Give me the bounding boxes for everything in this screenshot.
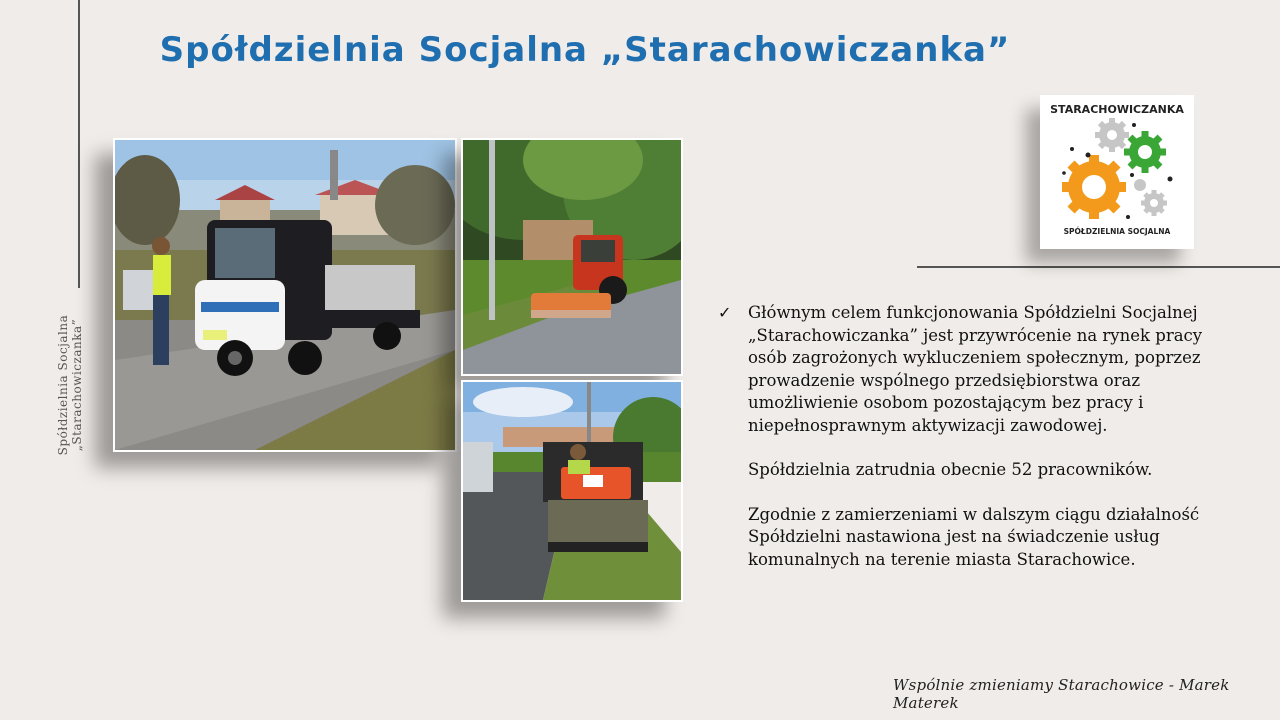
paragraph-employees: Spółdzielnia zatrudnia obecnie 52 pracowników. — [748, 460, 1153, 479]
check-icon: ✓ — [718, 303, 732, 322]
horizontal-divider — [917, 266, 1280, 268]
page-title: Spółdzielnia Socjalna „Starachowiczanka” — [159, 30, 1011, 70]
photo-utility-vehicle — [113, 138, 457, 452]
description-text — [716, 302, 1216, 593]
paragraph-goal: Głównym celem funkcjonowania Spółdzielni Socjalnej „Starachowiczanka” jest przywrócenie na rynek pracy osób zagrożonych wykluczeniem społecznym, poprzez prowadzenie wspólnego przedsiębiorstwa oraz umożliwienie osobom pozostającym bez pracy i niepełnosprawnym aktywizacji zawodowej. — [748, 303, 1203, 435]
gears-icon — [1050, 117, 1184, 227]
cooperative-logo — [1040, 95, 1194, 249]
logo-bottom-text: SPÓŁDZIELNIA SOCJALNA — [1063, 227, 1171, 236]
sidebar-vertical-label — [56, 300, 84, 470]
photo-tractor-sweeper — [461, 138, 683, 376]
paragraph-services: Zgodnie z zamierzeniami w dalszym ciągu działalność Spółdzielni nastawiona jest na świadczenie usług komunalnych na terenie miasta Starachowice. — [748, 504, 1200, 569]
footer-signature: Wspólnie zmieniamy Starachowice - Marek Materek — [893, 676, 1230, 712]
sidebar-label-line1: Spółdzielnia Socjalna — [56, 314, 70, 456]
photo-street-sweeper — [461, 380, 683, 602]
logo-top-text: STARACHOWICZANKA — [1050, 103, 1184, 116]
sidebar-label-line2: „Starachowiczanka” — [70, 318, 84, 452]
